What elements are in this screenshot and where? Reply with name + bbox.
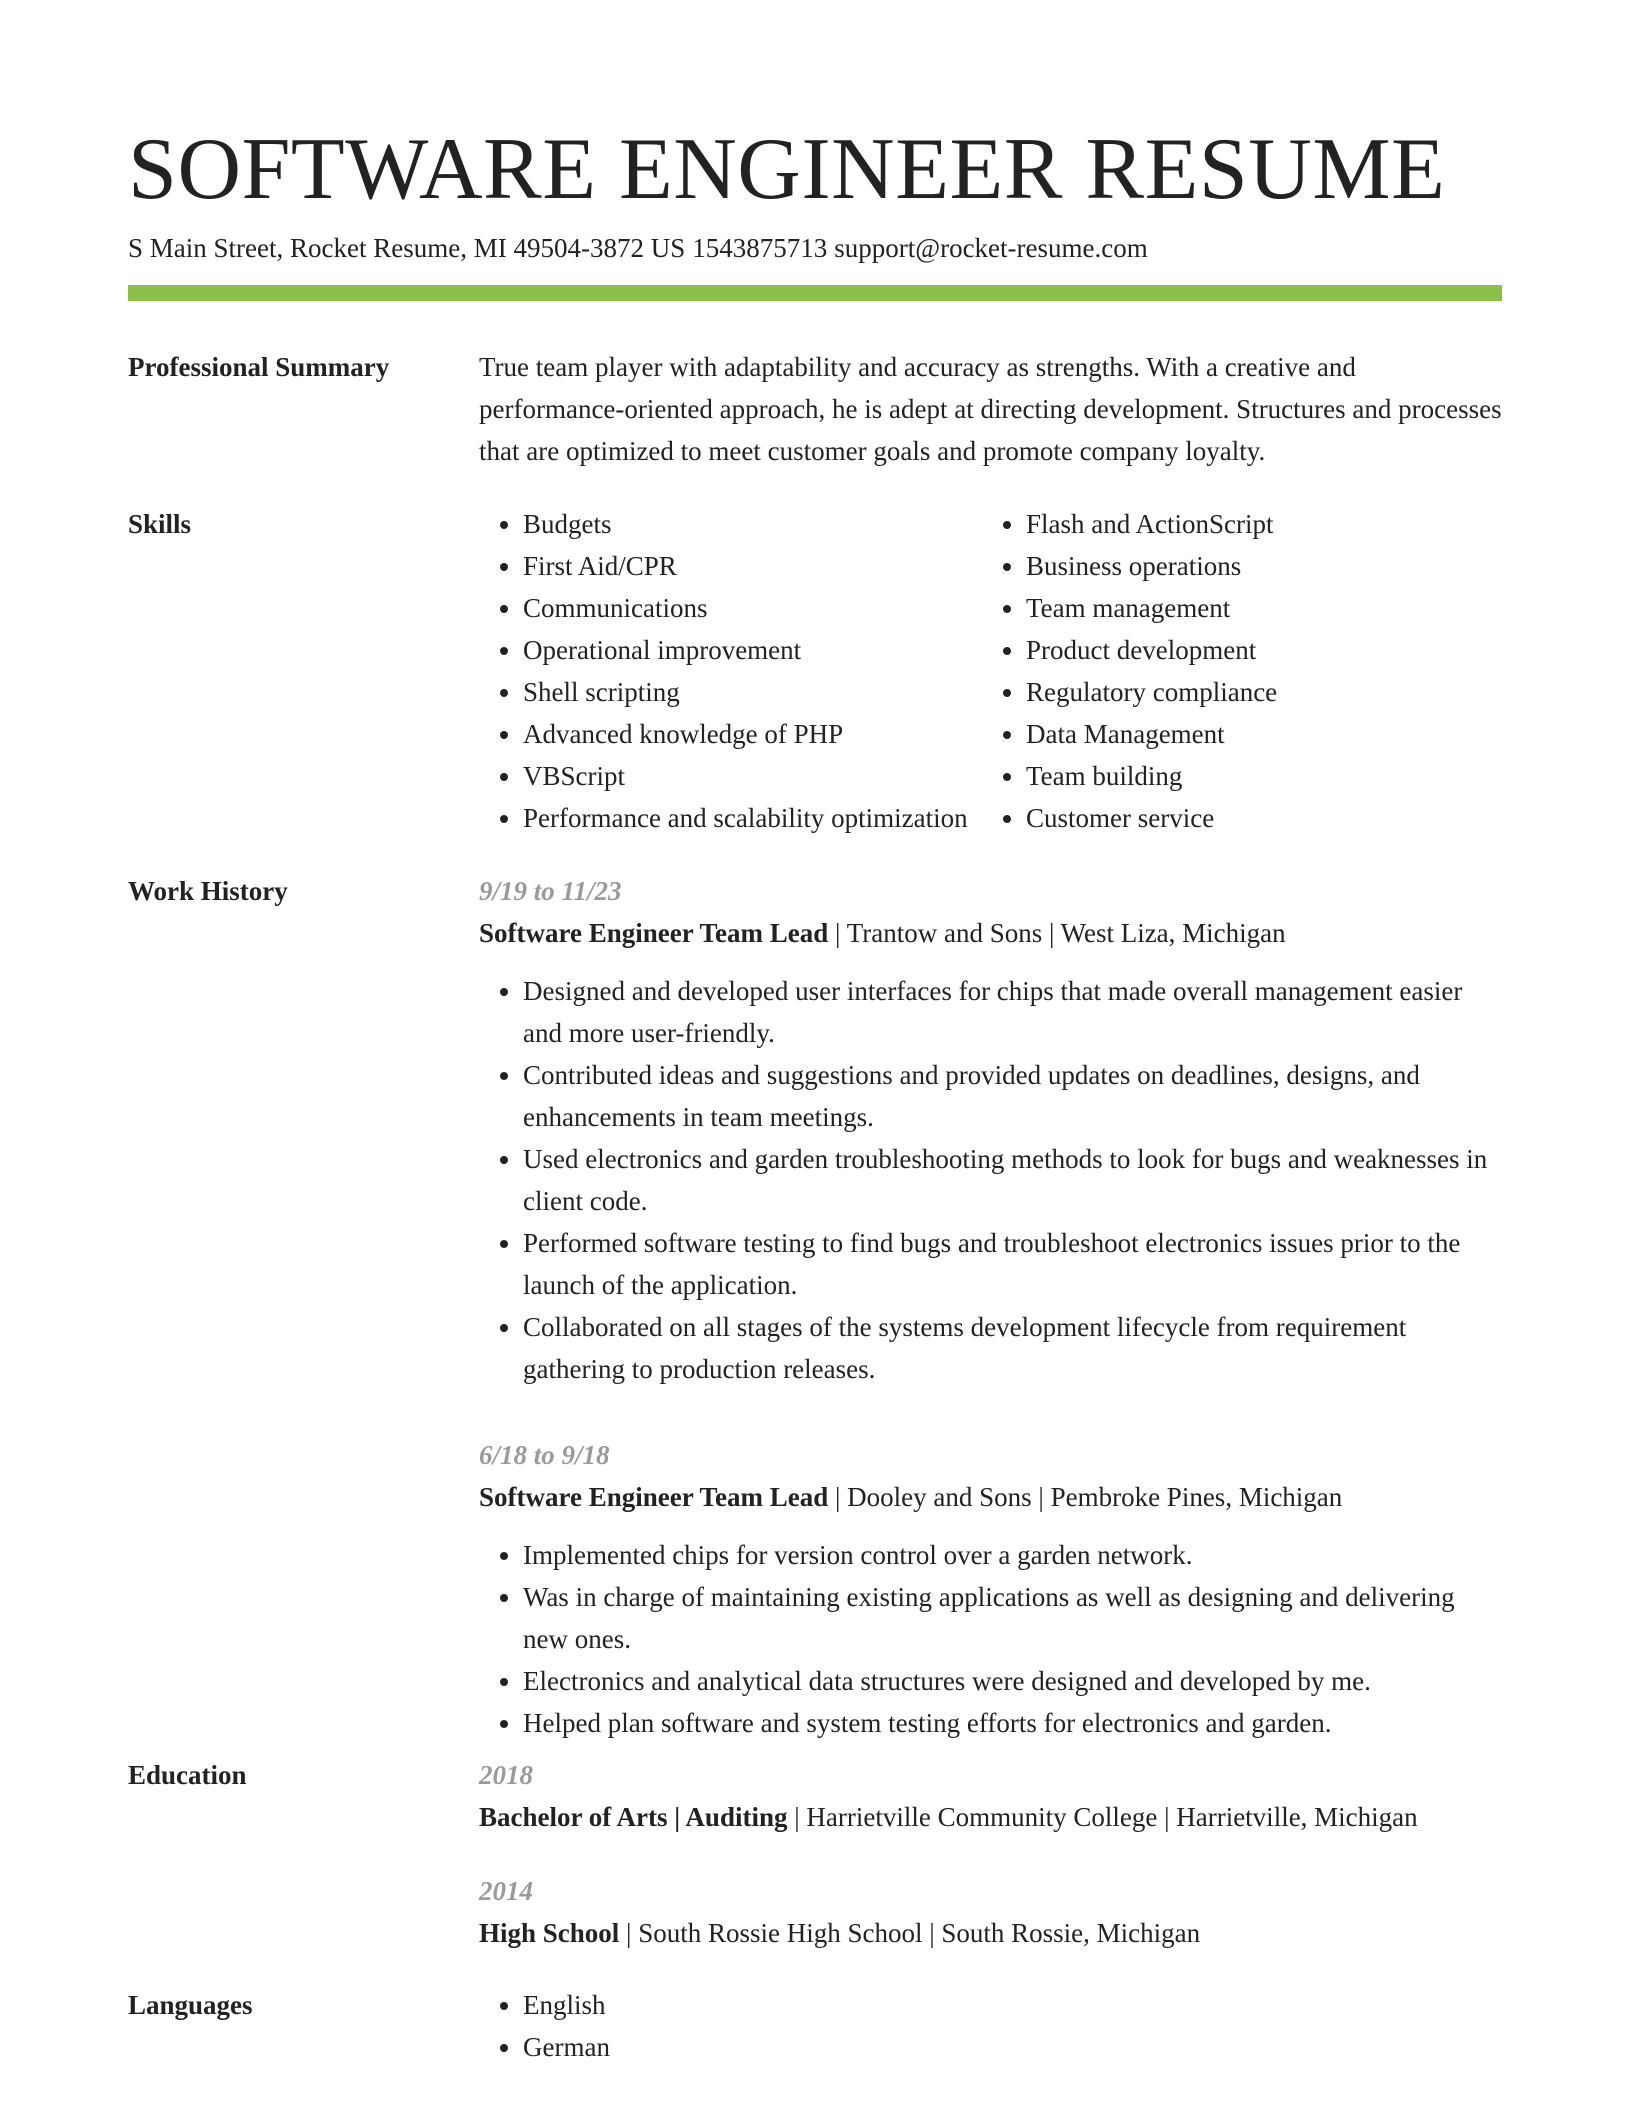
skill-item: • Advanced knowledge of PHP bbox=[523, 713, 983, 755]
job-bullet: • Designed and developed user interfaces for chips that made overall management easier and more user-friendly. bbox=[523, 970, 1502, 1054]
education-line: High School | South Rossie High School | South Rossie, Michigan bbox=[479, 1918, 1201, 1948]
job-location: Pembroke Pines, Michigan bbox=[1050, 1482, 1343, 1512]
job-title: Software Engineer Team Lead bbox=[479, 1482, 829, 1512]
skill-item: • Team building bbox=[1026, 755, 1546, 797]
job-role-line: Software Engineer Team Lead | Dooley and Sons | Pembroke Pines, Michigan bbox=[479, 1482, 1343, 1512]
skills-list-right bbox=[982, 503, 1546, 839]
job-bullets bbox=[479, 1534, 1502, 1744]
skill-item: • Budgets bbox=[523, 503, 983, 545]
phone-text: 1543875713 bbox=[692, 233, 828, 263]
education-date: 2018 bbox=[479, 1760, 533, 1790]
section-label-education: Education bbox=[128, 1760, 247, 1790]
education-location: Harrietville, Michigan bbox=[1176, 1802, 1418, 1832]
skills-body bbox=[479, 503, 1502, 839]
skill-item: • First Aid/CPR bbox=[523, 545, 983, 587]
job-location: West Liza, Michigan bbox=[1060, 918, 1286, 948]
education-date: 2014 bbox=[479, 1876, 533, 1906]
job-bullets bbox=[479, 970, 1502, 1390]
section-label-languages: Languages bbox=[128, 1990, 253, 2020]
section-label-work: Work History bbox=[128, 876, 288, 906]
skills-columns bbox=[479, 503, 1502, 839]
skill-item: • Business operations bbox=[1026, 545, 1546, 587]
job-bullet: • Was in charge of maintaining existing applications as well as designing and delivering new ones. bbox=[523, 1576, 1502, 1660]
skill-item: • Operational improvement bbox=[523, 629, 983, 671]
job-company: Dooley and Sons bbox=[847, 1482, 1032, 1512]
job-title: Software Engineer Team Lead bbox=[479, 918, 829, 948]
education-location: South Rossie, Michigan bbox=[941, 1918, 1201, 1948]
section-label-skills: Skills bbox=[128, 509, 192, 539]
summary-body bbox=[479, 346, 1502, 472]
education-degree: High School bbox=[479, 1918, 620, 1948]
job-bullet: • Contributed ideas and suggestions and provided updates on deadlines, designs, and enhancements in team meetings. bbox=[523, 1054, 1502, 1138]
language-item: • German bbox=[523, 2026, 1502, 2068]
skills-list-left bbox=[479, 503, 983, 839]
skill-item: • VBScript bbox=[523, 755, 983, 797]
education-entry bbox=[479, 1754, 1502, 1838]
job-date: 6/18 to 9/18 bbox=[479, 1440, 610, 1470]
education-degree: Bachelor of Arts | Auditing bbox=[479, 1802, 788, 1832]
job-bullet: • Used electronics and garden troubleshooting methods to look for bugs and weaknesses in client code. bbox=[523, 1138, 1502, 1222]
skill-item: • Customer service bbox=[1026, 797, 1546, 839]
skill-item: • Flash and ActionScript bbox=[1026, 503, 1546, 545]
skill-item: • Product development bbox=[1026, 629, 1546, 671]
section-label-summary: Professional Summary bbox=[128, 352, 390, 382]
contact-line bbox=[128, 230, 1148, 266]
language-item: • English bbox=[523, 1984, 1502, 2026]
education-school: Harrietville Community College bbox=[806, 1802, 1158, 1832]
job-company: Trantow and Sons bbox=[846, 918, 1043, 948]
skill-item: • Performance and scalability optimization bbox=[523, 797, 983, 839]
languages-list bbox=[479, 1984, 1502, 2068]
job-bullet: • Helped plan software and system testing efforts for electronics and garden. bbox=[523, 1702, 1502, 1744]
job-bullet: • Collaborated on all stages of the systems development lifecycle from requirement gathering to production releases. bbox=[523, 1306, 1502, 1390]
skill-item: • Shell scripting bbox=[523, 671, 983, 713]
education-body bbox=[479, 1754, 1502, 1954]
resume-title: SOFTWARE ENGINEER RESUME bbox=[128, 121, 1446, 218]
job-bullet: • Implemented chips for version control over a garden network. bbox=[523, 1534, 1502, 1576]
languages-body bbox=[479, 1984, 1502, 2068]
education-entry bbox=[479, 1870, 1502, 1954]
skill-item: • Regulatory compliance bbox=[1026, 671, 1546, 713]
work-body bbox=[479, 870, 1502, 1744]
job-bullet: • Performed software testing to find bugs and troubleshoot electronics issues prior to the launch of the application. bbox=[523, 1222, 1502, 1306]
summary-text: True team player with adaptability and accuracy as strengths. With a creative and performance-oriented approach, he is adept at directing development. Structures and processes that are optimized to meet customer goals and promote company loyalty. bbox=[479, 352, 1502, 466]
address-text: S Main Street, Rocket Resume, MI 49504-3872 US bbox=[128, 233, 686, 263]
email-link[interactable]: support@rocket-resume.com bbox=[834, 233, 1148, 263]
education-line: Bachelor of Arts | Auditing | Harrietville Community College | Harrietville, Michigan bbox=[479, 1802, 1418, 1832]
skill-item: • Data Management bbox=[1026, 713, 1546, 755]
job-bullet: • Electronics and analytical data structures were designed and developed by me. bbox=[523, 1660, 1502, 1702]
job-entry bbox=[479, 870, 1502, 1390]
job-role-line: Software Engineer Team Lead | Trantow and Sons | West Liza, Michigan bbox=[479, 918, 1286, 948]
skill-item: • Communications bbox=[523, 587, 983, 629]
education-school: South Rossie High School bbox=[638, 1918, 923, 1948]
job-entry bbox=[479, 1434, 1502, 1744]
header-divider bbox=[128, 285, 1502, 301]
skill-item: • Team management bbox=[1026, 587, 1546, 629]
job-date: 9/19 to 11/23 bbox=[479, 876, 622, 906]
